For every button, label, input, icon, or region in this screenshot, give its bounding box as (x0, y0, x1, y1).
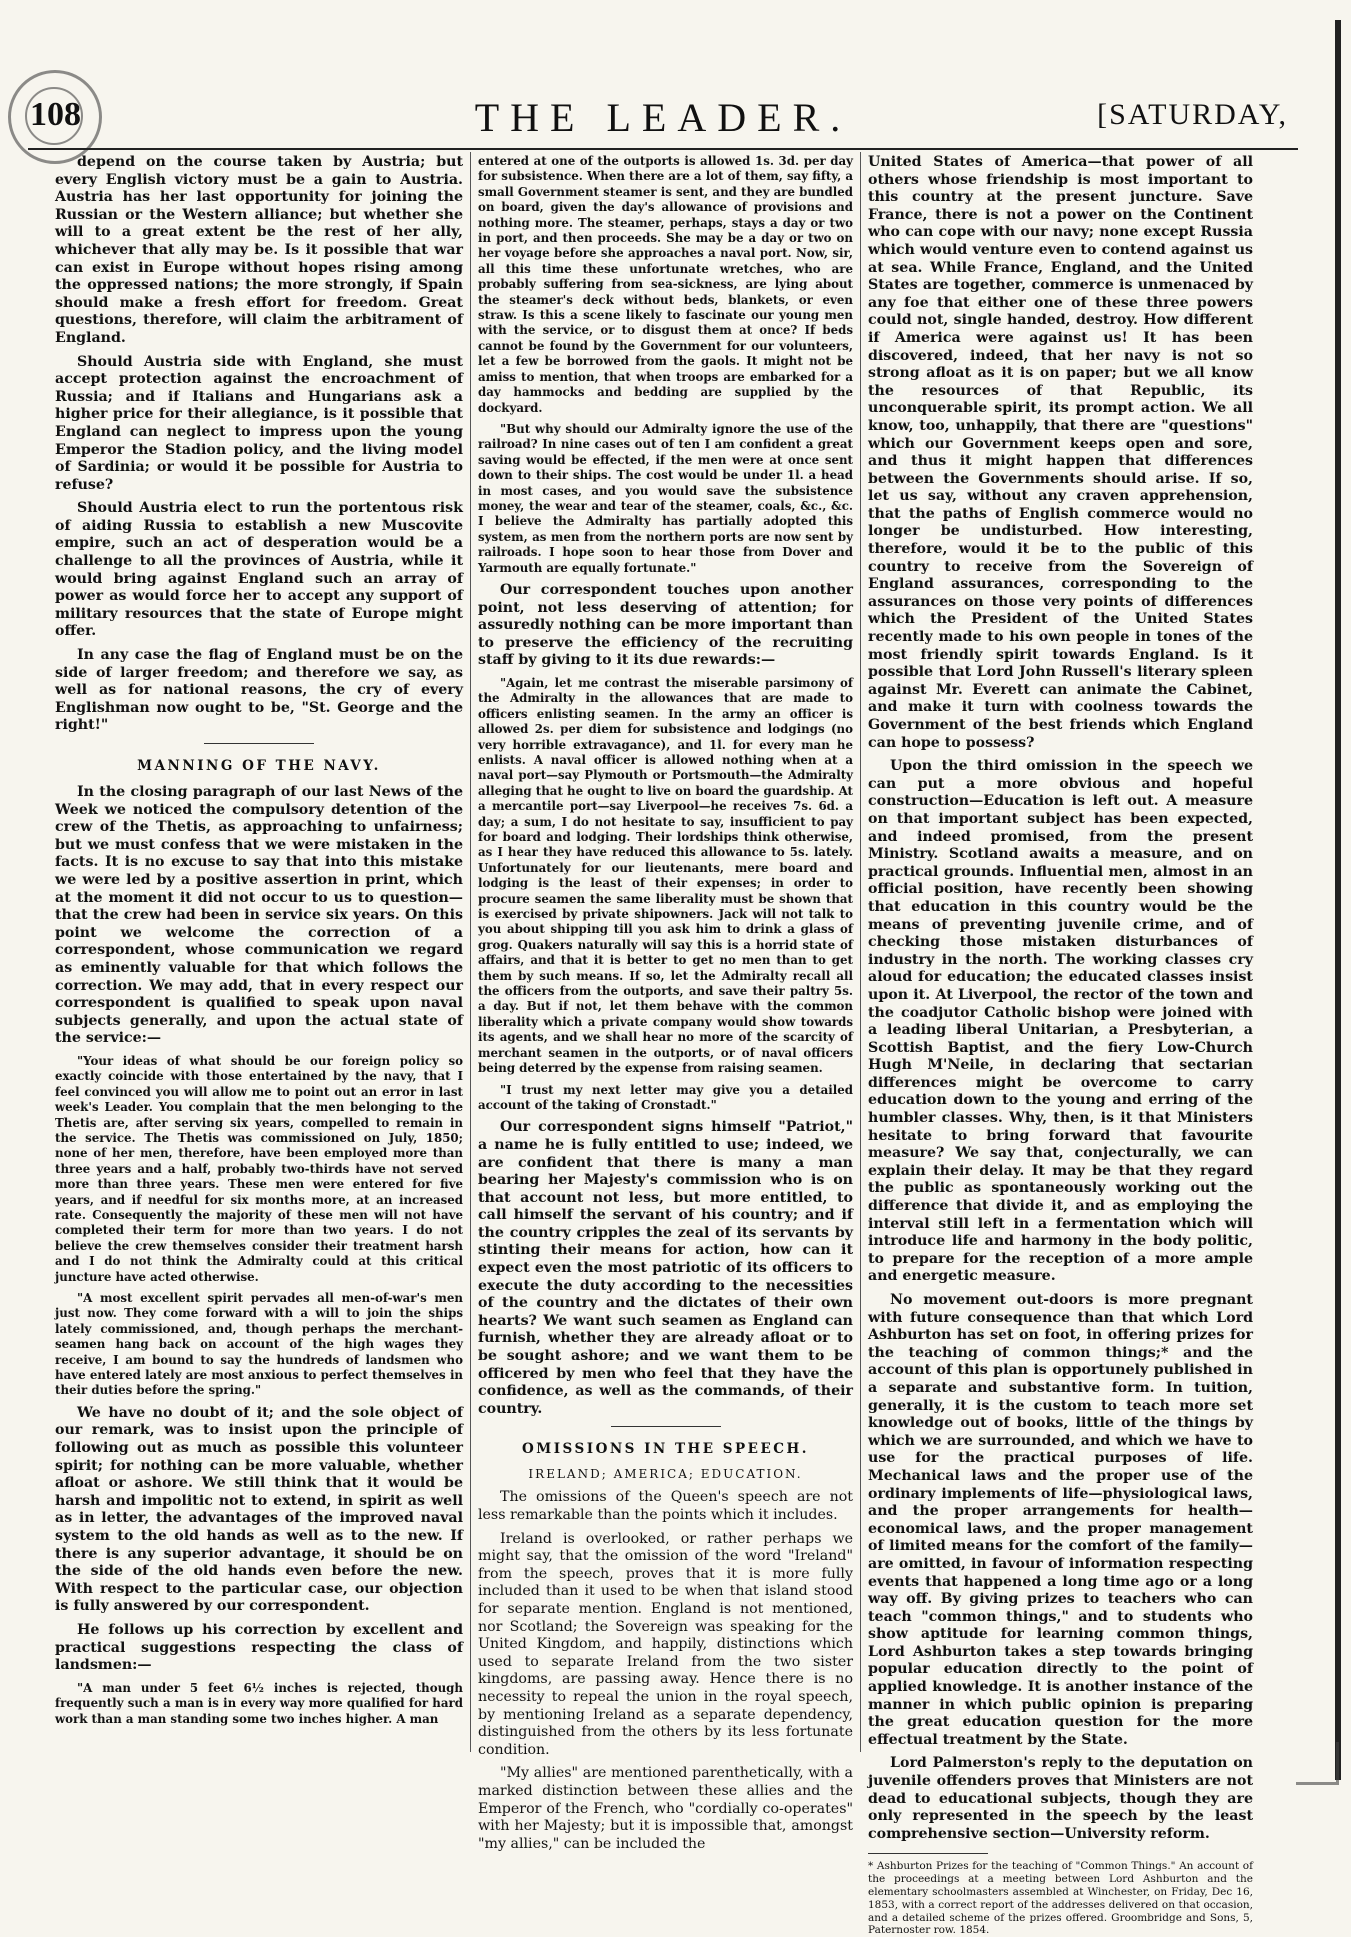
navy-article-end (478, 1119, 853, 1418)
quote-paragraph: "A man under 5 feet 6½ inches is rejected, though frequently such a man is in every way more qualified for hard work than a man standing some two inches higher. A man (55, 1680, 463, 1726)
column-1 (55, 154, 463, 1794)
officers-quote (478, 676, 853, 1113)
quote-paragraph: "But why should our Admiralty ignore the use of the railroad? In nine cases out of ten I am confident a great saving would be effected, if the men were at once sent down to their ships. The cost would be under 1l. a head in most cases, and you would save the subsistence money, the wear and tear of the steamer, coals, &c., &c. I believe the Admiralty has partially adopted this system, as men from the northern ports are now sent by railroads. I hope soon to hear those from Dover and Yarmouth are equally fortunate." (478, 421, 853, 575)
quote-paragraph: "Again, let me contrast the miserable parsimony of the Admiralty in the allowances that are made to officers enlisting seamen. In the army an officer is allowed 2s. per diem for subsistence and lodgings (no very horrible extravagance), and 1l. for every man he enlists. A naval officer is allowed nothing when at a naval port—say Plymouth or Portsmouth—the Admiralty alleging that he ought to live on board the guardship. At a mercantile port—say Liverpool—he receives 7s. 6d. a day; a sum, I do not hesitate to say, insufficient to pay for board and lodging. Their lordships think otherwise, as I hear they have reduced this allowance to 5s. lately. Unfortunately for our lieutenants, mere board and lodging is the least of their expenses; in order to procure seamen the same liberality must be shown that is exercised by private shipowners. Jack will not talk to you about shipping till you ask him to drink a glass of grog. Quakers naturally will say this is a horrid state of affairs, and that it is better to get no men than to get them by such means. If so, let the Admiralty recall all the officers from the outports, and save their paltry 5s. a day. But if not, let them behave with the common liberality which a private company would show towards its agents, and we shall hear no more of the scarcity of merchant seamen in the outports, or of naval officers being deterred by the expense from raising seamen. (478, 675, 853, 1076)
article-paragraph: United States of America—that power of all others whose friendship is most important to this country at the present juncture. Save France, there is not a power on the Continent who can cope with our navy; none except Russia which would venture even to contend against us at sea. While France, England, and the United States are together, commerce is unmenaced by any foe that either one of these three powers could not, single handed, destroy. How different if America were against us! It has been discovered, indeed, that her navy is not so strong afloat as it is on paper; but we all know the resources of that Republic, its unconquerable spirit, its prompt action. We all know, too, unhappily, that there are "questions" which our Government keeps open and sore, and thus it might happen that differences between the Governments should arise. If so, let us say, without any craven apprehension, that the paths of English commerce would no longer be undisturbed. How interesting, therefore, would it be to the public of this country to receive from the Sovereign of England assurances, corresponding to the assurances on those very points of differences which the President of the United States recently made to his own people in tones of the most friendly spirit towards England. Is it possible that Lord John Russell's literary spleen against Mr. Everett can animate the Cabinet, and make it turn with coolness towards the Government of the best friends which England can hope to possess? (868, 154, 1253, 751)
quote-paragraph: entered at one of the outports is allowed 1s. 3d. per day for subsistence. When there are a lot of them, say fifty, a small Government steamer is sent, and they are bundled on board, given the day's allowance of provisions and nothing more. The steamer, perhaps, stays a day or two in port, and then proceeds. She may be a day or two on her voyage before she approaches a naval port. Now, sir, all this time these unfortunate wretches, who are probably suffering from sea-sickness, are lying about the steamer's deck without beds, blankets, or even straw. Is this a scene likely to fascinate our young men with the service, or to disgust them at once? If beds cannot be found by the Government for our volunteers, let a few be borrowed from the gaols. It might not be amiss to mention, that when troops are embarked for a day hammocks and bedding are supplied by the dockyard. (478, 154, 853, 415)
article-paragraph: In the closing paragraph of our last News of the Week we noticed the compulsory detention of the crew of the Thetis, as approaching to unfairness; but we must confess that we were mistaken in the facts. It is no excuse to say that into this mistake we were led by a positive assertion in print, which at the moment it did not occur to us to question—that the crew had been in service six years. On this point we welcome the correction of a correspondent, whose communication we regard as eminently valuable for that which follows the correction. We may add, that in every respect our correspondent is qualified to speak upon naval subjects generally, and upon the actual state of the service:— (55, 784, 463, 1047)
column-rule-2 (860, 152, 861, 1752)
navy-article (55, 784, 463, 1048)
quote-paragraph: "Your ideas of what should be our foreign policy so exactly coincide with those entertained by the navy, that I feel convinced you will allow me to point out an error in last week's Leader. You complain that the men belonging to the Thetis are, after serving six years, compelled to remain in the service. The Thetis was commissioned on July, 1850; none of her men, therefore, have been employed more than three years and a half, probably two-thirds have not served more than three years. These men were entered for five years, and if needful for six months more, at an increased rate. Consequently the majority of these men will not have completed their term for more than two years. I do not believe the crew themselves consider their treatment harsh and I do not think the Admiralty could at this critical juncture have acted otherwise. (55, 1053, 463, 1284)
masthead-title: THE LEADER. (474, 95, 852, 140)
article-paragraph: He follows up his correction by excellent and practical suggestions respecting the class of landsmen:— (55, 1621, 463, 1674)
landsmen-quote-continued (478, 154, 853, 576)
section-subtitle-omissions: IRELAND; AMERICA; EDUCATION. (528, 1467, 803, 1482)
article-paragraph: "My allies" are mentioned parenthetically, with a marked distinction between these allies and the Emperor of the French, who "cordially co-operates" with her Majesty; but it is impossible that, amongst "my allies," can be included the (478, 1765, 853, 1852)
quote-paragraph: "A most excellent spirit pervades all men-of-war's men just now. They come forward with a will to join the ships lately commissioned, and, though perhaps the merchant-seamen hang back on account of the high wages they receive, I am bound to say the hundreds of landsmen who have entered lately are most anxious to perfect themselves in their duties before the spring." (55, 1291, 463, 1398)
article-paragraph: We have no doubt of it; and the sole object of our remark, was to insist upon the principle of following out as much as possible this volunteer spirit; for nothing can be more valuable, whether afloat or ashore. We still think that it would be harsh and impolitic not to extend, in spirit as well as in letter, the advantages of the improved naval system to the old hands as well as to the new. If there is any superior advantage, it should be on the side of the old hands even before the new. With respect to the particular case, our objection is fully answered by our correspondent. (55, 1404, 463, 1615)
article-paragraph: Should Austria side with England, she must accept protection against the encroachment of Russia; and if Italians and Hungarians ask a higher price for their allegiance, is it possible that England can neglect to impress upon the young Emperor the Stadion policy, and the living model of Sardinia; or would it be possible for Austria to refuse? (55, 353, 463, 493)
page-header (28, 92, 1298, 150)
article-paragraph: Ireland is overlooked, or rather perhaps we might say, that the omission of the word "Ireland" from the speech, proves that it is more fully included than it used to be when that island stood for separate mention. England is not mentioned, nor Scotland; the Sovereign was speaking for the United Kingdom, and happily, distinctions which used to separate Ireland from the two sister kingdoms, are passing away. Hence there is no necessity to repeal the union in the royal speech, by mentioning Ireland as a separate dependency, distinguished from the others by its less fortunate condition. (478, 1530, 853, 1758)
omissions-article-continued (868, 154, 1253, 1843)
austria-article (55, 154, 463, 735)
article-paragraph: Our correspondent signs himself "Patriot," a name he is fully entitled to use; indeed, we are confident that there is many a man bearing her Majesty's commission who is on that account not less, but more entitled, to call himself the servant of his country; and if the country cripples the zeal of its servants by stinting their means for action, how can it expect even the most patriotic of its officers to execute the duty according to the necessities of the country and the dictates of their own hearts? We want such seamen as England can furnish, whether they are already afloat or to be sought ashore; and we want them to be officered by men who feel that they have the confidence, as well as the commands, of their country. (478, 1119, 853, 1417)
page-number: 108 (30, 96, 81, 133)
article-paragraph: Upon the third omission in the speech we can put a more obvious and hopeful construction—Education is left out. A measure on that important subject has been expected, and indeed promised, from the present Ministry. Scotland awaits a measure, and on practical grounds. Influential men, almost in an official position, have recently been showing that education in this country would be the means of preventing juvenile crime, and of checking those mistaken disturbances of industry in the north. The working classes cry aloud for education; the educated classes insist upon it. At Liverpool, the rector of the town and the coadjutor Catholic bishop were joined with a leading liberal Unitarian, a Presbyterian, a Scottish Baptist, and the fiery Low-Church Hugh M'Neile, in declaring that sectarian differences might be overcome to carry education down to the young and erring of the humbler classes. Why, then, is it that Ministers hesitate to bring forward that favourite measure? We say that, conjecturally, we can explain their delay. It may be that they regard the public as spontaneously working out the difference that divide it, and as employing the interval still left in a fermentation which will introduce life and harmony in the body politic, to prepare for the reception of a more ample and energetic measure. (868, 758, 1253, 1285)
article-paragraph: depend on the course taken by Austria; but every English victory must be a gain to Austria. Austria has her last opportunity for joining the Russian or the Western alliance; but whether she will to a great extent be the rest of her ally, whichever that ally may be. Is it possible that war can exist in Europe without hopes rising among the oppressed nations; the more strongly, if Spain should make a fresh effort for freedom. Great questions, therefore, will claim the arbitrament of England. (55, 154, 463, 346)
article-paragraph: Should Austria elect to run the portentous risk of aiding Russia to establish a new Muscovite empire, such an act of desperation would be a challenge to all the provinces of Austria, while it would bring against England such an array of power as would force her to accept any support of military resources that the state of Europe might offer. (55, 500, 463, 640)
section-title-navy: MANNING OF THE NAVY. (137, 758, 381, 774)
article-paragraph: The omissions of the Queen's speech are not less remarkable than the points which it includes. (478, 1489, 853, 1523)
section-divider (611, 1426, 721, 1427)
column-2 (478, 154, 853, 1852)
omissions-article (478, 1489, 853, 1853)
page-corner-mark (1296, 1742, 1339, 1785)
column-rule-1 (470, 152, 471, 1752)
footnote: * Ashburton Prizes for the teaching of "Common Things." An account of the proceedings at a meeting between Lord Ashburton and the elementary schoolmasters assembled at Winchester, on Friday, Dec 16, 1853, with a correct report of the addresses delivered on that occasion, and a detailed scheme of the prizes offered. Groombridge and Sons, 5, Paternoster row. 1854. (868, 1860, 1253, 1937)
article-paragraph: Lord Palmerston's reply to the deputation on juvenile offenders proves that Ministers are not dead to educational subjects, though they are only represented in the speech by the least comprehensive section—University reform. (868, 1755, 1253, 1842)
masthead-day: [SATURDAY, (1097, 98, 1288, 131)
page-edge-rule (1335, 20, 1341, 1780)
column-3 (868, 154, 1253, 1937)
navy-article-continued (55, 1405, 463, 1675)
section-title-omissions: OMISSIONS IN THE SPEECH. (522, 1441, 809, 1458)
footnote-divider (868, 1853, 988, 1854)
article-paragraph: In any case the flag of England must be on the side of larger freedom; and therefore we say, as well as for national reasons, the cry of every Englishman now ought to be, "St. George and the right!" (55, 647, 463, 734)
section-divider (204, 743, 314, 744)
article-paragraph: No movement out-doors is more pregnant with future consequence than that which Lord Ashburton has set on foot, in offering prizes for the teaching of common things;* and the account of this plan is opportunely published in a separate and substantive form. In tuition, generally, it is the custom to teach more set knowledge out of books, little of the things by which we are surrounded, and which we have to use for the practical purposes of life. Mechanical laws and the proper use of the ordinary implements of life—physiological laws, and the proper arrangements for health—economical laws, and the proper management of limited means for the comfort of the family—are omitted, in favour of information respecting events that happened a long time ago or a long way off. By giving prizes to teachers who can teach "common things," and to students who show aptitude for learning common things, Lord Ashburton takes a step towards bringing popular education directly to the point of applied knowledge. It is another instance of the manner in which public opinion is preparing the great education question for the more effectual treatment by the State. (868, 1292, 1253, 1748)
navy-quote (55, 1054, 463, 1399)
navy-article-middle (478, 582, 853, 670)
article-paragraph: Our correspondent touches upon another point, not less deserving of attention; for assuredly nothing can be more important than to preserve the efficiency of the recruiting staff by giving to it its due rewards:— (478, 581, 853, 669)
quote-paragraph: "I trust my next letter may give you a detailed account of the taking of Cronstadt." (478, 1082, 853, 1112)
landsmen-quote (55, 1681, 463, 1727)
